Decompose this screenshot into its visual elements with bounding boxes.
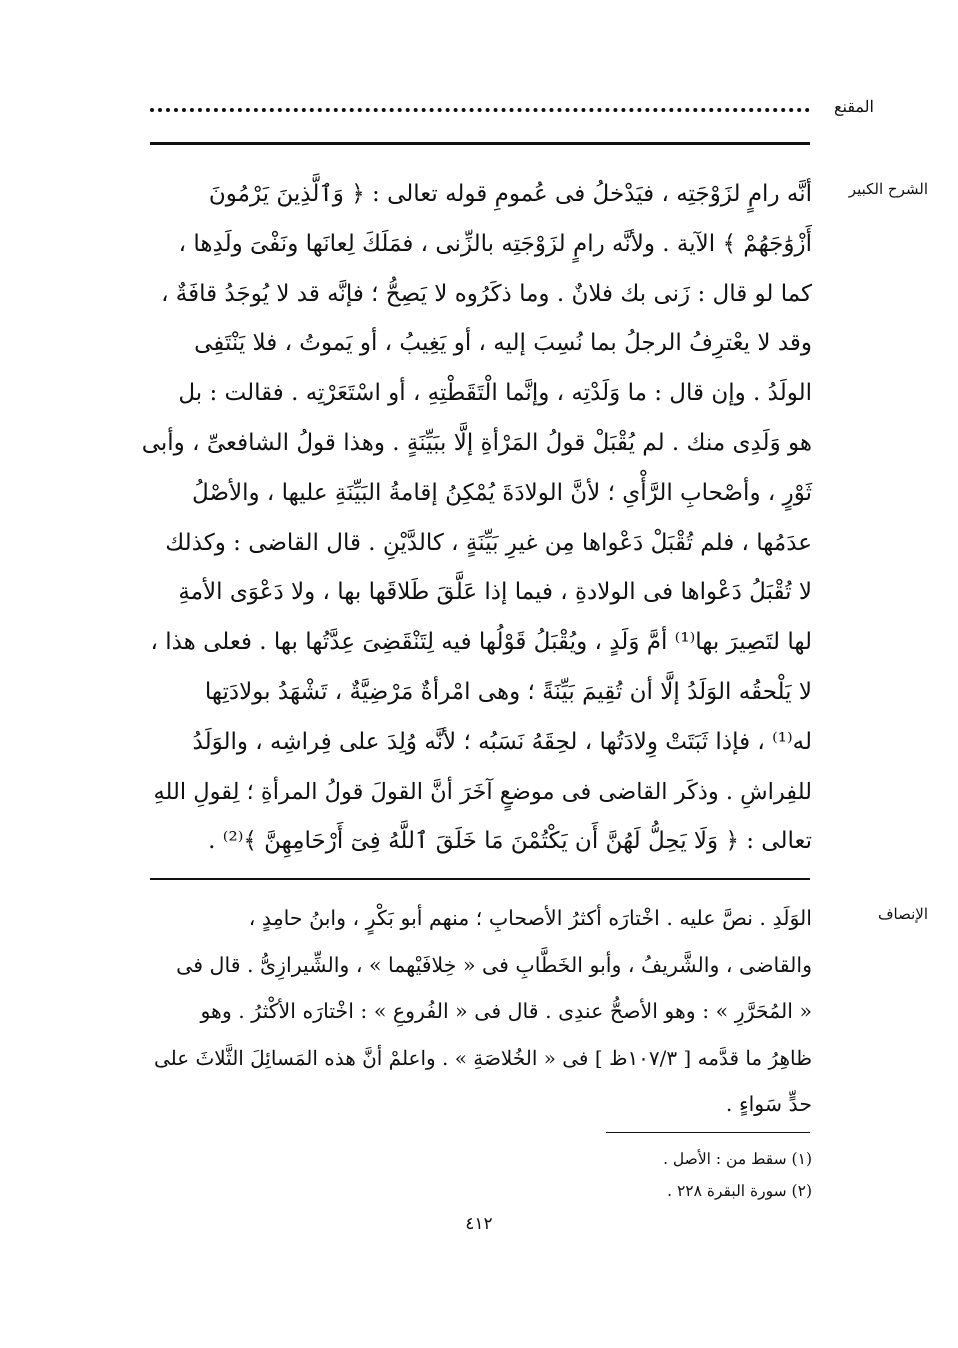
sharh-side-label: الشرح الكبير	[848, 180, 928, 198]
footnote-rule	[606, 1132, 810, 1133]
page-number: ٤١٢	[465, 1214, 493, 1234]
text-line: ثَوْرٍ ، وأصْحابِ الرَّأْىِ ؛ لأنَّ الولادَةَ يُمْكِنُ إقامةُ البَيِّنَةِ عليها ، والأصْلُ	[192, 479, 812, 506]
text-line: الوَلَدِ . نصَّ عليه . اخْتارَه أكثرُ الأصحابِ ؛ منهم أبو بَكْرٍ ، وابنُ حامِدٍ ،	[248, 906, 812, 930]
dotted-header-rule	[150, 108, 810, 112]
text-line: عدَمُها ، فلم تُقْبَلْ دَعْواها مِن غيرِ بَيِّنَةٍ ، كالدَّيْنِ . قال القاضى : وكذلك	[165, 529, 812, 556]
text-line: للفِراشِ . وذكَر القاضى فى موضعٍ آخَرَ أنَّ القولَ قولُ المرأةِ ؛ لِقولِ اللهِ	[153, 778, 812, 805]
text-line: أَزْوَٰجَهُمْ ﴾ الآية . ولأنَّه رامٍ لزَوْجَتِه بالزِّنى ، فمَلَكَ لِعانَها ونَفْىَ ولَدِها ،	[178, 230, 812, 257]
text-line: كما لو قال : زَنى بك فلانٌ . وما ذكَرُوه لا يَصِحُّ ؛ فإنَّه قد لا يُوجَدُ قافَةٌ ،	[161, 280, 812, 307]
footnote-item: (٢) سورة البقرة ٢٢٨ .	[667, 1182, 812, 1200]
text-line: والقاضى ، والشَّريفُ ، وأبو الخَطَّابِ فى « خِلافَيْهما » ، والشِّيرازِىُّ . قال فى	[176, 952, 812, 977]
text-line: لا تُقْبَلُ دَعْواها فى الولادةِ ، فيما إذا عَلَّقَ طَلاقَها بها ، ولا دَعْوَى الأمةِ	[178, 579, 812, 606]
text-line: ظاهِرُ ما قدَّمه [ ١٠٧/٣ظ ] فى « الخُلاصَةِ » . واعلمْ أنَّ هذه المَسائِلَ الثَّلاثَ على	[153, 1045, 812, 1070]
footnote-item: (١) سقط من : الأصل .	[663, 1150, 812, 1168]
text-line: الولَدُ . وإن قال : ما وَلَدْتِه ، وإنَّما الْتَقَطْتِهِ ، أو اسْتَعَرْتِه . فقالت : بل	[178, 380, 812, 407]
insaf-side-label: الإنصاف	[877, 905, 928, 923]
text-line: لها لتَصِيرَ بها⁽¹⁾ أمَّ وَلَدٍ ، ويُقْبَلُ قَوْلُها فيه لِتَنْقَضِىَ عِدَّتُها بها . فعلى هذا ،	[150, 629, 812, 656]
running-title: المقنع	[833, 97, 874, 116]
text-line: له⁽¹⁾ ، فإذا ثَبَتَتْ وِلادَتُها ، لحِقَهُ نَسَبُه ؛ لأنَّه وُلِدَ على فِراشِه ، والوَلَدُ	[192, 728, 812, 755]
text-line: لا يَلْحقُه الوَلَدُ إلَّا أن تُقِيمَ بَيِّنَةً ؛ وهى امْرأةٌ مَرْضِيَّةٌ ، تَشْهَدُ بولادَتِها	[204, 678, 812, 705]
header-rule	[150, 142, 810, 145]
section-divider	[150, 878, 810, 880]
text-line: تعالى : ﴿ وَلَا يَحِلُّ لَهُنَّ أَن يَكْتُمْنَ مَا خَلَقَ ٱللَّهُ فِىٓ أَرْحَامِهِنَّ ﴾⁽²⁾ .	[208, 828, 812, 855]
text-line: وقد لا يعْترِفُ الرجلُ بما نُسِبَ إليه ، أو يَغِيبُ ، أو يَموتُ ، فلا يَنْتَفِى	[194, 330, 812, 357]
text-line: حدٍّ سَواءٍ .	[725, 1092, 812, 1116]
text-line: أنَّه رامٍ لزَوْجَتِه ، فيَدْخلُ فى عُمومِ قوله تعالى : ﴿ وَٱلَّذِينَ يَرْمُونَ	[208, 181, 812, 207]
insaf-text-block	[140, 895, 812, 1128]
text-line: « المُحَرَّرِ » : وهو الأصحُّ عندِى . قال فى « الفُروعِ » : اخْتارَه الأكْثرُ . وهو	[200, 999, 812, 1023]
footnotes-block	[400, 1143, 812, 1207]
sharh-text-block	[140, 170, 812, 867]
text-line: هو وَلَدِى منك . لم يُقْبَلْ قولُ المَرْأةِ إلَّا ببَيِّنَةٍ . وهذا قولُ الشافعىِّ ، وأبى	[141, 429, 812, 456]
